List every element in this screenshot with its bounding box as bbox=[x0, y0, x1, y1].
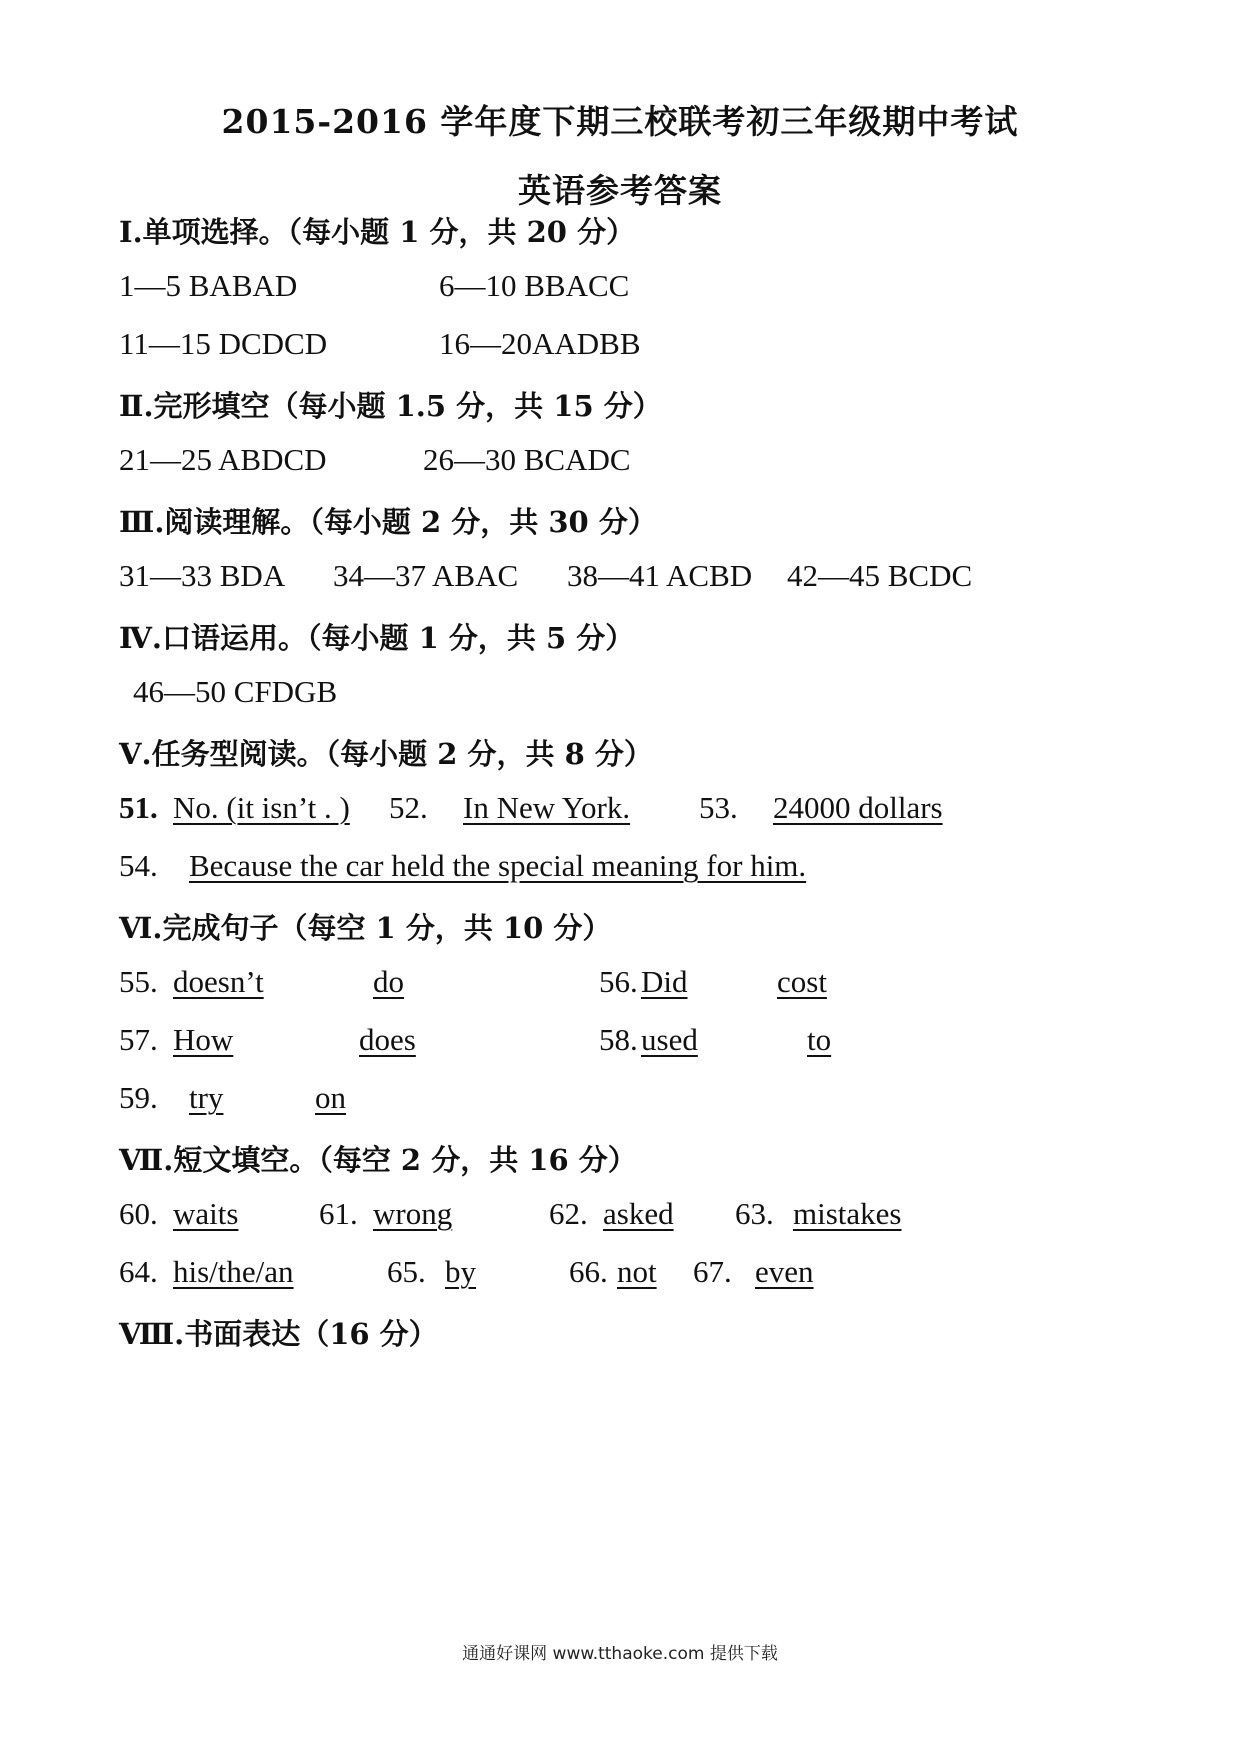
answer-group: 38—41 ACBD bbox=[567, 558, 753, 593]
answer-group: 34—37 ABAC bbox=[333, 558, 519, 593]
section-6-heading: Ⅵ.完成句子（每空 1 分，共 10 分） bbox=[119, 911, 612, 945]
question-number: 66. bbox=[569, 1254, 608, 1289]
question-number: 53. bbox=[699, 790, 738, 825]
answer-blank: on bbox=[315, 1080, 346, 1115]
answer-group: 46—50 CFDGB bbox=[133, 674, 338, 709]
answer-blank: cost bbox=[777, 964, 827, 999]
answer-blank: even bbox=[755, 1254, 814, 1289]
answer-group: 16—20AADBB bbox=[439, 326, 641, 361]
answer-blank: by bbox=[445, 1254, 476, 1289]
answer-group: 1—5 BABAD bbox=[119, 268, 298, 303]
footer-watermark: 通通好课网 www.tthaoke.com 提供下载 bbox=[462, 1644, 778, 1664]
answer-group: 31—33 BDA bbox=[119, 558, 286, 593]
question-number: 58. bbox=[599, 1022, 638, 1057]
answer-blank: Did bbox=[641, 964, 688, 999]
answer-blank: doesn’t bbox=[173, 964, 264, 999]
answer-key-title: 英语参考答案 bbox=[518, 171, 722, 210]
answer-blank: mistakes bbox=[793, 1196, 902, 1231]
answer-group: 42—45 BCDC bbox=[787, 558, 973, 593]
answer-group: 21—25 ABDCD bbox=[119, 442, 327, 477]
question-number: 60. bbox=[119, 1196, 158, 1231]
answer-blank: his/the/an bbox=[173, 1254, 294, 1289]
answer-blank: In New York. bbox=[463, 790, 631, 825]
answer-blank: wrong bbox=[373, 1196, 453, 1231]
section-4-heading: Ⅳ.口语运用。（每小题 1 分，共 5 分） bbox=[119, 621, 635, 655]
answer-blank: Because the car held the special meaning for him. bbox=[189, 848, 807, 883]
question-number: 65. bbox=[387, 1254, 426, 1289]
answer-group: 6—10 BBACC bbox=[439, 268, 630, 303]
section-3-heading: Ⅲ.阅读理解。（每小题 2 分，共 30 分） bbox=[119, 505, 657, 539]
section-2-heading: Ⅱ.完形填空（每小题 1.5 分，共 15 分） bbox=[119, 389, 662, 423]
section-8-heading: Ⅷ.书面表达（16 分） bbox=[119, 1317, 438, 1351]
answer-blank: not bbox=[617, 1254, 657, 1289]
answer-blank: try bbox=[189, 1080, 224, 1115]
answer-blank: used bbox=[641, 1022, 698, 1057]
question-number: 62. bbox=[549, 1196, 588, 1231]
question-number: 67. bbox=[693, 1254, 732, 1289]
answer-blank: to bbox=[807, 1022, 832, 1057]
question-number: 59. bbox=[119, 1080, 158, 1115]
answer-blank: asked bbox=[603, 1196, 674, 1231]
question-number: 64. bbox=[119, 1254, 158, 1289]
exam-title: 2015-2016 学年度下期三校联考初三年级期中考试 bbox=[221, 102, 1019, 141]
answer-blank: do bbox=[373, 964, 404, 999]
answer-blank: No. (it isn’t . ) bbox=[173, 790, 350, 825]
section-5-heading: Ⅴ.任务型阅读。（每小题 2 分，共 8 分） bbox=[119, 737, 653, 771]
section-1-heading: Ⅰ.单项选择。（每小题 1 分，共 20 分） bbox=[119, 215, 636, 249]
answer-blank: waits bbox=[173, 1196, 239, 1231]
answer-group: 11—15 DCDCD bbox=[119, 326, 328, 361]
answer-blank: 24000 dollars bbox=[773, 790, 943, 825]
question-number: 63. bbox=[735, 1196, 774, 1231]
question-number: 57. bbox=[119, 1022, 158, 1057]
question-number: 61. bbox=[319, 1196, 358, 1231]
question-number: 51. bbox=[119, 790, 158, 825]
question-number: 54. bbox=[119, 848, 158, 883]
question-number: 52. bbox=[389, 790, 428, 825]
question-number: 56. bbox=[599, 964, 638, 999]
question-number: 55. bbox=[119, 964, 158, 999]
answer-group: 26—30 BCADC bbox=[423, 442, 631, 477]
section-7-heading: Ⅶ.短文填空。（每空 2 分，共 16 分） bbox=[119, 1143, 637, 1177]
answer-blank: does bbox=[359, 1022, 416, 1057]
answer-blank: How bbox=[173, 1022, 234, 1057]
